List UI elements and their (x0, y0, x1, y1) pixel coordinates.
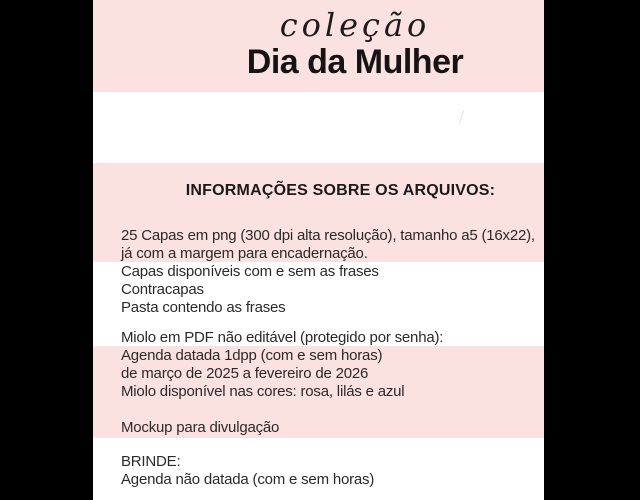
text-line: Agenda datada 1dpp (com e sem horas) (121, 347, 383, 364)
letterbox-left (0, 0, 93, 500)
text-line: BRINDE: (121, 453, 181, 470)
collection-script-title: coleção (279, 6, 431, 44)
paragraph-covers (121, 227, 538, 317)
text-line: Agenda não datada (com e sem horas) (121, 471, 375, 488)
section-heading: INFORMAÇÕES SOBRE OS ARQUIVOS: (185, 182, 496, 199)
text-line: Pasta contendo as frases (121, 299, 286, 316)
paragraph-mockup (121, 419, 538, 437)
text-line: Miolo disponível nas cores: rosa, lilás e azul (121, 383, 405, 400)
text-line: Contracapas (121, 281, 204, 298)
text-line: Miolo em PDF não editável (protegido por senha): (121, 329, 444, 346)
text-line: Mockup para divulgação (121, 419, 280, 436)
paragraph-inner-pages (121, 329, 538, 401)
paragraph-bonus (121, 453, 538, 489)
faint-scratch-mark (459, 110, 464, 124)
text-line: 25 Capas em png (300 dpi alta resolução), tamanho a5 (16x22), (121, 227, 535, 244)
letterbox-right (544, 0, 640, 500)
text-line: de março de 2025 a fevereiro de 2026 (121, 365, 369, 382)
page-title: Dia da Mulher (246, 43, 464, 81)
text-line: Capas disponíveis com e sem as frases (121, 263, 379, 280)
flyer-panel (93, 0, 544, 500)
text-line: já com a margem para encadernação. (121, 245, 368, 262)
